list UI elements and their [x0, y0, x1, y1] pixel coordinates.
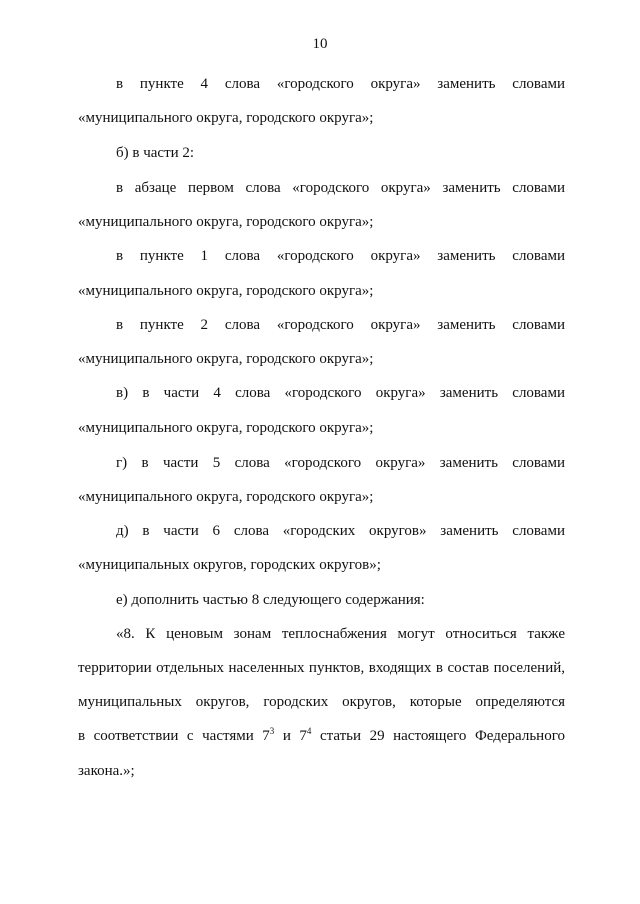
text-line: в абзаце первом слова «городского округа» заменить словами	[116, 180, 565, 196]
text-line: «муниципального округа, городского округа»;	[78, 110, 374, 126]
text-line: «муниципального округа, городского округа»;	[78, 351, 374, 367]
text-line: «муниципальных округов, городских округов»;	[78, 557, 381, 573]
superscript: 4	[306, 726, 312, 736]
page-number: 10	[312, 36, 328, 52]
text-line: «муниципального округа, городского округа»;	[78, 283, 374, 299]
text-line: г) в части 5 слова «городского округа» заменить словами	[116, 455, 565, 471]
text-line: д) в части 6 слова «городских округов» заменить словами	[116, 523, 565, 539]
text-line: б) в части 2:	[116, 145, 195, 161]
superscript: 3	[269, 726, 275, 736]
text-line: муниципальных округов, городских округов, которые определяются	[78, 694, 565, 710]
text-line-with-superscripts	[78, 727, 565, 745]
text-segment: статьи 29 настоящего Федерального	[311, 728, 565, 744]
text-line: в) в части 4 слова «городского округа» заменить словами	[116, 385, 565, 401]
text-line: «муниципального округа, городского округа»;	[78, 214, 374, 230]
text-segment: в соответствии с частями 7	[78, 728, 270, 744]
text-line: закона.»;	[78, 763, 135, 779]
text-line: территории отдельных населенных пунктов, входящих в состав поселений,	[78, 660, 565, 676]
text-line: е) дополнить частью 8 следующего содержания:	[116, 592, 425, 608]
text-line: в пункте 1 слова «городского округа» заменить словами	[116, 248, 565, 264]
text-line: «8. К ценовым зонам теплоснабжения могут относиться также	[116, 626, 565, 642]
text-line: «муниципального округа, городского округа»;	[78, 489, 374, 505]
text-line: в пункте 4 слова «городского округа» заменить словами	[116, 76, 565, 92]
text-segment: и 7	[274, 728, 307, 744]
text-line: в пункте 2 слова «городского округа» заменить словами	[116, 317, 565, 333]
text-line: «муниципального округа, городского округа»;	[78, 420, 374, 436]
